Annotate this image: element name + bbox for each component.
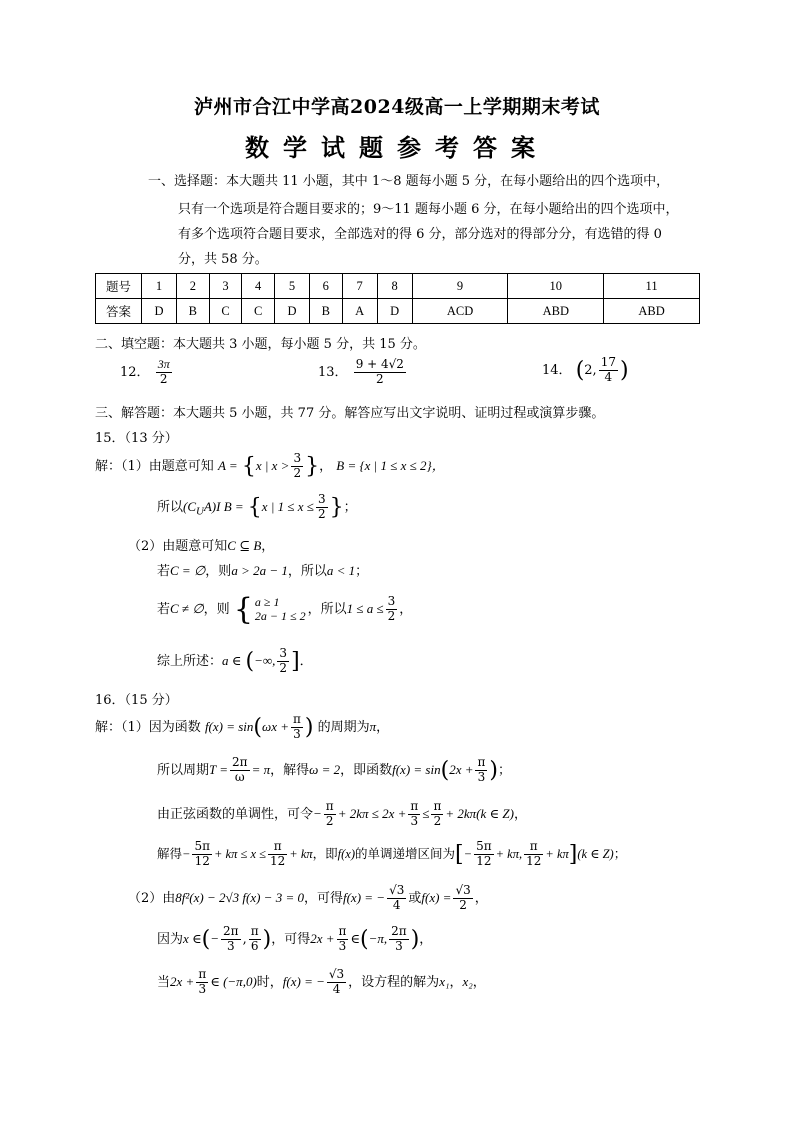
section1-line-3: 有多个选项符合题目要求，全部选对的得 6 分，部分选对的得部分分，有选错的得 0 — [178, 227, 662, 242]
table-cell: 8 — [377, 274, 412, 299]
answer-table — [95, 273, 700, 324]
q16-line-3: 由正弦函数的单调性，可令− $\frac{\pi}{2}$ + 2kπ ≤ 2x + $\frac{\pi}{3}$ ≤ $\frac{\pi}{2}$ + 2kπ(k ∈ Z)， — [157, 799, 527, 828]
answer-14: 14． (2, $\frac{17}{4}$ ) — [542, 355, 629, 384]
page-title: 泸州市合江中学高2024级高一上学期期末考试 — [194, 96, 600, 118]
q16-line-5: （2）由8f²(x) − 2√3 f(x) − 3 = 0，可得f(x) = − $\frac{√3}{4}$ 或f(x) = $\frac{√3}{2}$ ， — [128, 883, 488, 912]
table-cell: A — [342, 299, 377, 324]
table-cell: 9 — [412, 274, 508, 299]
question-16-heading: 16．（15 分） — [95, 693, 178, 708]
q15-line-2: 所以$(C_UA)I$ B = {x | 1 ≤ x ≤ $\frac{3}{2}$ }； — [157, 492, 357, 521]
question-15-heading: 15．（13 分） — [95, 431, 178, 446]
question-number: 14． — [542, 362, 572, 378]
section1-line-1: 一、选择题：本大题共 11 小题，其中 1～8 题每小题 5 分，在每小题给出的四个选项中， — [148, 174, 670, 189]
system-of-inequalities: a ≥ 1 2a − 1 ≤ 2 — [254, 594, 306, 623]
fraction: $\frac{\pi}{3}$ — [198, 967, 207, 996]
table-cell: D — [377, 299, 412, 324]
table-row-questions — [96, 274, 700, 299]
table-cell: 2 — [177, 274, 210, 299]
q16-line-7: 当2x + $\frac{\pi}{3}$ ∈ (−π,0)时，f(x) = − $\frac{√3}{4}$ ，设方程的解为x₁，x₂， — [157, 967, 486, 996]
table-cell: 11 — [604, 274, 700, 299]
table-cell: 5 — [274, 274, 309, 299]
table-cell: D — [142, 299, 177, 324]
fraction: $\frac{3\pi}{2}$ — [157, 357, 170, 386]
fraction: $\frac{√3}{2}$ — [455, 883, 471, 912]
fraction: $\frac{3}{2}$ — [317, 492, 326, 521]
table-cell: 6 — [309, 274, 342, 299]
section1-line-4: 分，共 58 分。 — [178, 252, 268, 267]
fraction: $\frac{3}{2}$ — [279, 646, 288, 675]
fraction: $\frac{√3}{4}$ — [389, 883, 405, 912]
answer-13 — [318, 358, 408, 387]
fraction: $\frac{9 + 4√2}{2}$ — [355, 357, 404, 386]
table-cell: B — [177, 299, 210, 324]
table-cell: ACD — [412, 299, 508, 324]
fraction: $\frac{\pi}{6}$ — [250, 924, 259, 953]
fraction: $\frac{\pi}{3}$ — [410, 799, 419, 828]
question-number: 12． — [120, 364, 150, 380]
fraction: $\frac{2\pi}{3}$ — [391, 924, 407, 953]
fraction: $\frac{√3}{4}$ — [328, 967, 345, 996]
fraction: $\frac{\pi}{12}$ — [270, 839, 286, 868]
q15-line-6: 综上所述：a ∈ (−∞, $\frac{3}{2}$ ]． — [157, 646, 313, 675]
question-number: 13． — [318, 364, 348, 380]
fraction: $\frac{\pi}{2}$ — [433, 799, 442, 828]
q16-line-2: 所以周期T = $\frac{2\pi}{\omega}$ = π，解得ω = 2，即函数f(x) = sin(2x + $\frac{\pi}{3}$ )； — [157, 755, 511, 784]
q16-line-6: 因为x ∈(− $\frac{2\pi}{3}$ , $\frac{\pi}{6}$ )，可得2x + $\frac{\pi}{3}$ ∈(−π, $\frac{2\pi}{3}$ )， — [157, 924, 433, 953]
fraction: $\frac{5\pi}{12}$ — [194, 839, 210, 868]
table-cell: 1 — [142, 274, 177, 299]
table-cell: B — [309, 299, 342, 324]
fraction: $\frac{\pi}{12}$ — [526, 839, 542, 868]
table-cell: 3 — [209, 274, 242, 299]
fraction: $\frac{\pi}{3}$ — [338, 924, 347, 953]
fraction: $\frac{\pi}{2}$ — [325, 799, 334, 828]
fraction: $\frac{5\pi}{12}$ — [476, 839, 492, 868]
q15-line-3: （2）由题意可知C ⊆ B， — [128, 538, 275, 554]
section2-heading: 二、填空题：本大题共 3 小题，每小题 5 分，共 15 分。 — [95, 337, 426, 352]
table-header-answer: 答案 — [96, 299, 142, 324]
table-cell: 7 — [342, 274, 377, 299]
q15-line-4: 若C = ∅，则a > 2a − 1，所以a < 1； — [157, 563, 369, 579]
table-cell: C — [242, 299, 275, 324]
fraction: $\frac{\pi}{3}$ — [293, 712, 301, 741]
fraction: $\frac{\pi}{3}$ — [477, 755, 486, 784]
q15-line-1: 解：（1）由题意可知 A = {x | x > $\frac{3}{2}$ }， B = {x | 1 ≤ x ≤ 2}， — [95, 451, 445, 480]
fraction: $\frac{17}{4}$ — [600, 355, 616, 384]
fraction: $\frac{3}{2}$ — [387, 594, 396, 623]
table-cell: 10 — [508, 274, 604, 299]
fraction: $\frac{3}{2}$ — [293, 451, 302, 480]
fraction: $\frac{2\pi}{3}$ — [223, 924, 239, 953]
table-header-question: 题号 — [96, 274, 142, 299]
answer-12 — [120, 358, 174, 387]
q16-line-4: 解得− $\frac{5\pi}{12}$ + kπ ≤ x ≤ $\frac{\pi}{12}$ + kπ，即f(x)的单调递增区间为[− $\frac{5\pi}{12}$ + kπ, $\frac{\pi}{12}$ + kπ](k ∈ Z)； — [157, 839, 627, 868]
table-cell: ABD — [508, 299, 604, 324]
fraction: $\frac{2\pi}{\omega}$ — [232, 755, 248, 784]
q16-line-1: 解：（1）因为函数 f(x) = sin(ωx + $\frac{\pi}{3}$ ) 的周期为π， — [95, 712, 390, 741]
page-subtitle: 数学试题参考答案 — [245, 133, 549, 162]
section1-line-2: 只有一个选项是符合题目要求的；9～11 题每小题 6 分，在每小题给出的四个选项中， — [178, 202, 679, 217]
section3-heading: 三、解答题：本大题共 5 小题，共 77 分。解答应写出文字说明、证明过程或演算步骤。 — [95, 406, 605, 421]
table-row-answers — [96, 299, 700, 324]
table-cell: ABD — [604, 299, 700, 324]
table-cell: C — [209, 299, 242, 324]
table-cell: D — [274, 299, 309, 324]
table-cell: 4 — [242, 274, 275, 299]
q15-line-5: 若C ≠ ∅，则 { a ≥ 1 2a − 1 ≤ 2 ，所以1 ≤ a ≤ $\frac{3}{2}$ ， — [157, 592, 413, 627]
